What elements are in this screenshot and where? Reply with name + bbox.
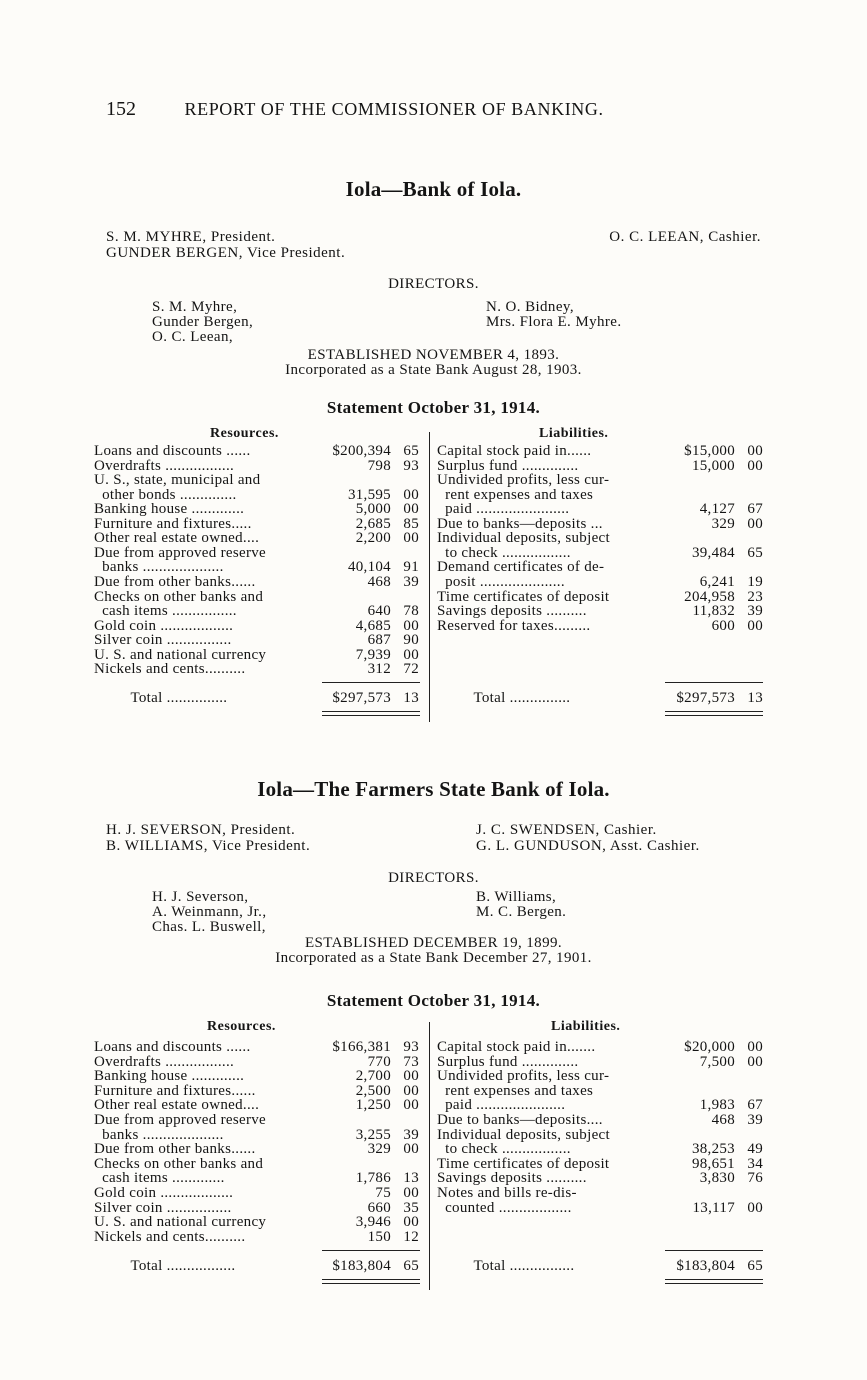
director-name: N. O. Bidney, <box>486 299 574 315</box>
bank-title: Iola—Bank of Iola. <box>345 177 522 201</box>
officer-left: S. M. MYHRE, President. <box>106 229 276 245</box>
liabilities-heading: Liabilities. <box>539 426 609 441</box>
row-label: to check ................. <box>437 544 571 561</box>
row-label: Total ............... <box>437 690 571 706</box>
row-label: Due to banks—deposits.... <box>437 1112 603 1128</box>
row-dollars: 468 <box>711 1112 735 1128</box>
row-label: Silver coin ................ <box>94 632 232 649</box>
row-dollars: 3,255 <box>355 1126 391 1143</box>
row-dollars: 7,939 <box>355 646 391 663</box>
row-cents: 39 <box>747 603 763 620</box>
row-dollars: 150 <box>367 1228 391 1245</box>
total-double-rule <box>322 1279 420 1280</box>
row-label: U. S. and national currency <box>94 1214 267 1231</box>
liability-row <box>437 1142 763 1157</box>
row-label: Individual deposits, subject <box>437 530 610 547</box>
liability-row <box>437 1201 763 1216</box>
row-dollars: $183,804 <box>676 1258 735 1274</box>
row-dollars: 2,500 <box>355 1082 391 1099</box>
row-dollars: $15,000 <box>684 443 735 459</box>
sum-rule <box>322 1250 420 1251</box>
row-label: Savings deposits .......... <box>437 603 587 620</box>
row-dollars: 3,946 <box>355 1214 391 1231</box>
row-dollars: 98,651 <box>691 1155 735 1172</box>
row-label: Gold coin .................. <box>94 1185 234 1201</box>
row-label: Due from approved reserve <box>94 1112 267 1128</box>
liability-row <box>437 604 763 619</box>
total-double-rule <box>322 711 420 712</box>
officer-left: H. J. SEVERSON, President. <box>106 822 296 838</box>
row-cents: 39 <box>403 573 419 590</box>
resource-row <box>94 502 419 517</box>
liability-row <box>437 473 763 488</box>
row-cents: 00 <box>747 1039 763 1055</box>
resource-row <box>94 1230 419 1245</box>
total-double-rule <box>665 711 763 712</box>
row-label: paid ...................... <box>437 1097 566 1114</box>
row-label: Other real estate owned.... <box>94 1097 260 1114</box>
row-label: Total ................ <box>437 1258 575 1274</box>
resource-row <box>94 1142 419 1157</box>
row-cents: 00 <box>403 501 419 518</box>
row-cents: 13 <box>403 690 419 706</box>
row-dollars: 13,117 <box>692 1199 735 1216</box>
row-dollars: 1,983 <box>699 1097 735 1114</box>
row-cents: 00 <box>747 443 763 459</box>
row-cents: 76 <box>747 1170 763 1187</box>
row-cents: 00 <box>403 486 419 503</box>
row-cents: 34 <box>747 1155 763 1172</box>
row-label: Overdrafts ................. <box>94 1053 235 1070</box>
total-double-rule <box>322 715 420 716</box>
row-cents: 65 <box>747 544 763 561</box>
liability-row <box>437 1040 763 1055</box>
director-name: O. C. Leean, <box>152 329 234 345</box>
row-cents: 67 <box>747 1097 763 1114</box>
row-label: cash items ................ <box>94 603 237 620</box>
director-name: S. M. Myhre, <box>152 299 238 315</box>
row-dollars: 2,200 <box>355 530 391 547</box>
row-label: rent expenses and taxes <box>437 1082 594 1099</box>
resource-row <box>94 691 419 706</box>
row-cents: 12 <box>403 1228 419 1245</box>
row-dollars: $200,394 <box>332 443 391 459</box>
row-label: Nickels and cents.......... <box>94 1228 246 1245</box>
row-label: rent expenses and taxes <box>437 486 594 503</box>
sum-rule <box>665 682 763 683</box>
row-cents: 00 <box>747 457 763 474</box>
directors-heading: DIRECTORS. <box>388 870 479 886</box>
row-dollars: $297,573 <box>332 690 391 706</box>
row-label: cash items ............. <box>94 1170 225 1187</box>
row-label: Checks on other banks and <box>94 1155 264 1172</box>
row-cents: 00 <box>403 1068 419 1085</box>
column-divider <box>429 432 430 722</box>
row-cents: 93 <box>403 457 419 474</box>
resource-row <box>94 473 419 488</box>
directors-heading: DIRECTORS. <box>388 276 479 292</box>
row-label: Time certificates of deposit <box>437 1155 610 1172</box>
director-name: M. C. Bergen. <box>476 904 567 920</box>
row-dollars: 640 <box>367 603 391 620</box>
resource-row <box>94 1113 419 1128</box>
row-dollars: 38,253 <box>691 1141 735 1158</box>
liability-row <box>437 1259 763 1274</box>
row-cents: 65 <box>747 1258 763 1274</box>
row-dollars: 11,832 <box>692 603 735 620</box>
row-dollars: 5,000 <box>355 501 391 518</box>
row-label: posit ..................... <box>437 573 565 590</box>
liabilities-heading: Liabilities. <box>551 1019 621 1034</box>
row-dollars: 468 <box>367 573 391 590</box>
row-cents: 72 <box>403 661 419 678</box>
resource-row <box>94 604 419 619</box>
row-cents: 65 <box>403 1258 419 1274</box>
liability-row <box>437 575 763 590</box>
row-label: Capital stock paid in...... <box>437 443 592 459</box>
row-cents: 00 <box>403 1214 419 1231</box>
row-cents: 85 <box>403 515 419 532</box>
row-dollars: 40,104 <box>347 559 391 576</box>
total-double-rule <box>322 1283 420 1284</box>
row-cents: 90 <box>403 632 419 649</box>
row-label: Due to banks—deposits ... <box>437 515 603 532</box>
row-label: Demand certificates of de- <box>437 559 605 576</box>
row-label: Surplus fund .............. <box>437 457 579 474</box>
row-label: banks .................... <box>94 1126 224 1143</box>
column-divider <box>429 1022 430 1290</box>
row-dollars: 31,595 <box>347 486 391 503</box>
row-dollars: 6,241 <box>699 573 735 590</box>
row-cents: 00 <box>403 530 419 547</box>
liability-row <box>437 691 763 706</box>
row-dollars: 15,000 <box>691 457 735 474</box>
sum-rule <box>665 1250 763 1251</box>
row-label: Undivided profits, less cur- <box>437 1068 610 1085</box>
row-label: Checks on other banks and <box>94 588 264 605</box>
row-label: counted .................. <box>437 1199 572 1216</box>
statement-title: Statement October 31, 1914. <box>326 991 541 1010</box>
officer-left: B. WILLIAMS, Vice President. <box>106 838 311 854</box>
row-cents: 39 <box>403 1126 419 1143</box>
established-date: ESTABLISHED NOVEMBER 4, 1893. <box>307 347 560 363</box>
row-dollars: $183,804 <box>332 1258 391 1274</box>
row-cents: 13 <box>747 690 763 706</box>
row-cents: 73 <box>403 1053 419 1070</box>
statement-title: Statement October 31, 1914. <box>326 398 541 417</box>
row-dollars: 7,500 <box>699 1053 735 1070</box>
resource-row <box>94 1259 419 1274</box>
resource-row <box>94 662 419 677</box>
row-label: Surplus fund .............. <box>437 1053 579 1070</box>
row-cents: 00 <box>403 617 419 634</box>
row-dollars: 75 <box>375 1185 391 1201</box>
liability-row <box>437 1069 763 1084</box>
row-dollars: 687 <box>367 632 391 649</box>
row-cents: 00 <box>403 646 419 663</box>
report-title: REPORT OF THE COMMISSIONER OF BANKING. <box>184 99 604 119</box>
officer-left: GUNDER BERGEN, Vice President. <box>106 245 346 261</box>
director-name: B. Williams, <box>476 889 557 905</box>
row-cents: 93 <box>403 1039 419 1055</box>
row-cents: 19 <box>747 573 763 590</box>
row-dollars: 2,700 <box>355 1068 391 1085</box>
liability-row <box>437 502 763 517</box>
row-cents: 00 <box>747 515 763 532</box>
liability-row <box>437 1113 763 1128</box>
row-label: other bonds .............. <box>94 486 237 503</box>
row-dollars: 329 <box>711 515 735 532</box>
row-label: Furniture and fixtures...... <box>94 1082 256 1099</box>
total-double-rule <box>665 1279 763 1280</box>
row-dollars: $166,381 <box>332 1039 391 1055</box>
bank-title: Iola—The Farmers State Bank of Iola. <box>257 777 610 801</box>
total-double-rule <box>665 715 763 716</box>
resource-row <box>94 1215 419 1230</box>
row-label: Due from other banks...... <box>94 573 256 590</box>
row-cents: 39 <box>747 1112 763 1128</box>
page-header <box>106 98 766 121</box>
row-label: Due from other banks...... <box>94 1141 256 1158</box>
row-label: paid ....................... <box>437 501 570 518</box>
row-cents: 00 <box>403 1082 419 1099</box>
officer-right: O. C. LEEAN, Cashier. <box>609 229 761 245</box>
row-label: Total ................. <box>94 1258 236 1274</box>
row-cents: 00 <box>403 1185 419 1201</box>
row-dollars: 660 <box>367 1199 391 1216</box>
row-cents: 23 <box>747 588 763 605</box>
row-label: U. S., state, municipal and <box>94 472 261 489</box>
row-cents: 00 <box>403 1097 419 1114</box>
row-label: Total ............... <box>94 690 228 706</box>
row-dollars: 4,685 <box>355 617 391 634</box>
row-cents: 00 <box>747 1199 763 1216</box>
row-label: Furniture and fixtures..... <box>94 515 252 532</box>
row-label: Time certificates of deposit <box>437 588 610 605</box>
row-label: Other real estate owned.... <box>94 530 260 547</box>
row-dollars: 329 <box>367 1141 391 1158</box>
row-label: Undivided profits, less cur- <box>437 472 610 489</box>
row-cents: 00 <box>403 1141 419 1158</box>
director-name: H. J. Severson, <box>152 889 249 905</box>
director-name: Chas. L. Buswell, <box>152 919 266 935</box>
row-dollars: $297,573 <box>676 690 735 706</box>
officer-right: J. C. SWENDSEN, Cashier. <box>476 822 657 838</box>
row-cents: 65 <box>403 443 419 459</box>
row-cents: 49 <box>747 1141 763 1158</box>
row-label: Silver coin ................ <box>94 1199 232 1216</box>
resource-row <box>94 1069 419 1084</box>
director-name: A. Weinmann, Jr., <box>152 904 267 920</box>
row-label: Overdrafts ................. <box>94 457 235 474</box>
row-cents: 00 <box>747 1053 763 1070</box>
row-label: U. S. and national currency <box>94 646 267 663</box>
row-label: Nickels and cents.......... <box>94 661 246 678</box>
resource-row <box>94 1040 419 1055</box>
page-number: 152 <box>106 98 136 120</box>
row-dollars: 2,685 <box>355 515 391 532</box>
row-label: Due from approved reserve <box>94 544 267 561</box>
row-dollars: 39,484 <box>691 544 735 561</box>
resources-heading: Resources. <box>210 426 279 441</box>
row-label: Gold coin .................. <box>94 617 234 634</box>
established-date: ESTABLISHED DECEMBER 19, 1899. <box>304 935 563 951</box>
row-dollars: 1,786 <box>355 1170 391 1187</box>
row-cents: 35 <box>403 1199 419 1216</box>
resource-row <box>94 633 419 648</box>
row-label: Capital stock paid in....... <box>437 1039 596 1055</box>
row-label: Notes and bills re-dis- <box>437 1185 577 1201</box>
resources-heading: Resources. <box>207 1019 276 1034</box>
resource-row <box>94 1186 419 1201</box>
row-dollars: 770 <box>367 1053 391 1070</box>
row-label: to check ................. <box>437 1141 571 1158</box>
row-label: Reserved for taxes......... <box>437 617 591 634</box>
row-cents: 91 <box>403 559 419 576</box>
resource-row <box>94 444 419 459</box>
row-dollars: 4,127 <box>699 501 735 518</box>
row-label: Individual deposits, subject <box>437 1126 610 1143</box>
row-dollars: 3,830 <box>699 1170 735 1187</box>
liability-row <box>437 1186 763 1201</box>
row-label: Savings deposits .......... <box>437 1170 587 1187</box>
row-label: banks .................... <box>94 559 224 576</box>
row-label: Banking house ............. <box>94 1068 245 1085</box>
row-dollars: 312 <box>367 661 391 678</box>
liability-row <box>437 619 763 634</box>
row-dollars: 204,958 <box>684 588 735 605</box>
row-label: Loans and discounts ...... <box>94 443 251 459</box>
row-label: Loans and discounts ...... <box>94 1039 251 1055</box>
row-cents: 78 <box>403 603 419 620</box>
total-double-rule <box>665 1283 763 1284</box>
liability-row <box>437 444 763 459</box>
officer-right: G. L. GUNDUSON, Asst. Cashier. <box>476 838 700 854</box>
director-name: Mrs. Flora E. Myhre. <box>486 314 622 330</box>
row-dollars: 798 <box>367 457 391 474</box>
resource-row <box>94 575 419 590</box>
row-dollars: 600 <box>711 617 735 634</box>
row-cents: 67 <box>747 501 763 518</box>
row-label: Banking house ............. <box>94 501 245 518</box>
row-dollars: $20,000 <box>684 1039 735 1055</box>
row-cents: 00 <box>747 617 763 634</box>
sum-rule <box>322 682 420 683</box>
incorporation-date: Incorporated as a State Bank August 28, 1903. <box>285 362 582 378</box>
row-cents: 13 <box>403 1170 419 1187</box>
row-dollars: 1,250 <box>355 1097 391 1114</box>
director-name: Gunder Bergen, <box>152 314 254 330</box>
incorporation-date: Incorporated as a State Bank December 27, 1901. <box>275 950 592 966</box>
